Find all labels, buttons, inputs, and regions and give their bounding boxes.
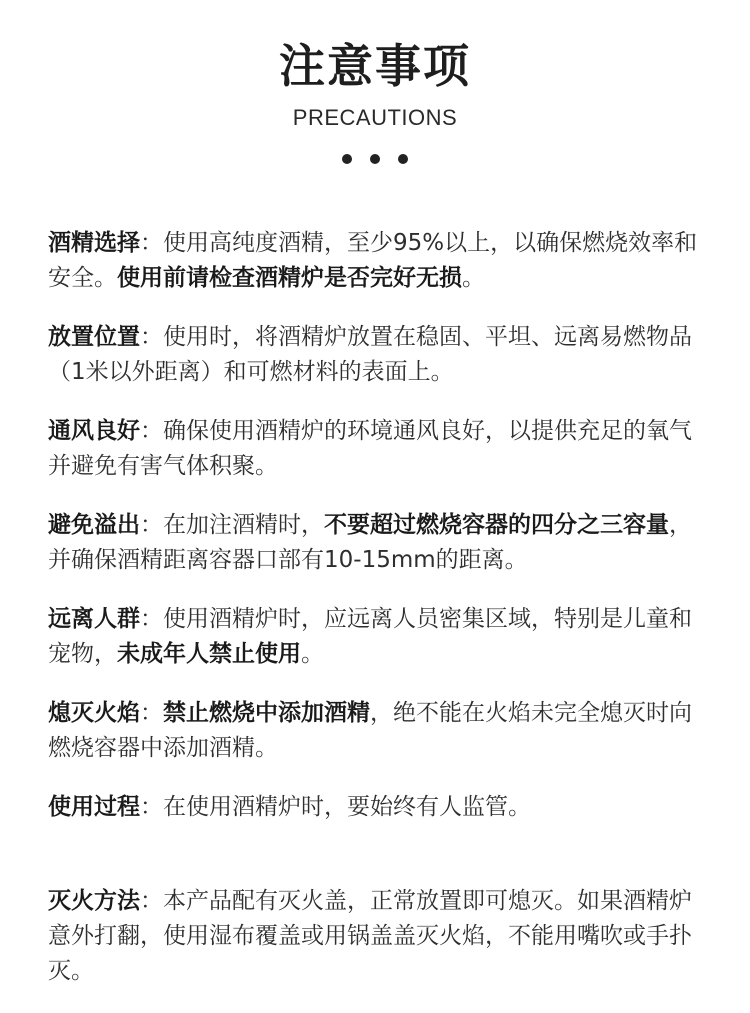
item-separator: ： bbox=[140, 324, 163, 350]
precaution-item-ventilation bbox=[48, 414, 708, 484]
item-emphasis: 使用前请检查酒精炉是否完好无损 bbox=[117, 265, 462, 291]
item-text: 在加注酒精时， bbox=[163, 512, 324, 538]
page-title: 注意事项 bbox=[279, 39, 471, 93]
item-emphasis: 禁止燃烧中添加酒精 bbox=[163, 700, 370, 726]
item-label: 熄灭火焰 bbox=[48, 700, 140, 726]
page-subtitle: PRECAUTIONS bbox=[292, 105, 458, 130]
precaution-item-supervision bbox=[48, 790, 708, 860]
decorative-dots bbox=[0, 154, 750, 164]
item-label: 通风良好 bbox=[48, 418, 140, 444]
precaution-item-placement bbox=[48, 320, 708, 390]
item-emphasis: 不要超过燃烧容器的四分之三容量 bbox=[324, 512, 669, 538]
item-separator: ： bbox=[140, 794, 163, 820]
precaution-item-fire-method bbox=[48, 884, 708, 989]
precautions-list bbox=[48, 226, 708, 1013]
item-text: 使用高纯度酒精，至少95%以上，以确保燃烧效率和安全。 bbox=[48, 230, 698, 291]
item-text: 在使用酒精炉时，要始终有人监管。 bbox=[163, 794, 531, 820]
item-emphasis: 未成年人禁止使用 bbox=[117, 641, 301, 667]
item-text-tail: ，绝不能在火焰未完全熄灭时向燃烧容器中添加酒精。 bbox=[48, 700, 692, 761]
item-separator: ： bbox=[140, 700, 163, 726]
precaution-item-extinguish bbox=[48, 696, 708, 766]
item-text: 使用酒精炉时，应远离人员密集区域，特别是儿童和宠物， bbox=[48, 606, 692, 667]
item-text-tail: 。 bbox=[462, 265, 485, 291]
item-text-tail: 。 bbox=[301, 641, 324, 667]
item-label: 远离人群 bbox=[48, 606, 140, 632]
precaution-item-alcohol-choice bbox=[48, 226, 708, 296]
item-text: 确保使用酒精炉的环境通风良好，以提供充足的氧气并避免有害气体积聚。 bbox=[48, 418, 692, 479]
item-label: 灭火方法 bbox=[48, 888, 140, 914]
precaution-item-overflow bbox=[48, 508, 708, 578]
item-text-tail: ，并确保酒精距离容器口部有10-15mm的距离。 bbox=[48, 512, 692, 573]
item-label: 使用过程 bbox=[48, 794, 140, 820]
item-separator: ： bbox=[140, 888, 163, 914]
item-label: 放置位置 bbox=[48, 324, 140, 350]
dot-icon bbox=[342, 154, 352, 164]
item-separator: ： bbox=[140, 512, 163, 538]
dot-icon bbox=[370, 154, 380, 164]
item-text: 本产品配有灭火盖，正常放置即可熄灭。如果酒精炉意外打翻，使用湿布覆盖或用锅盖盖灭火焰，不能用嘴吹或手扑灭。 bbox=[48, 888, 692, 984]
item-label: 避免溢出 bbox=[48, 512, 140, 538]
item-separator: ： bbox=[140, 606, 163, 632]
item-label: 酒精选择 bbox=[48, 230, 140, 256]
dot-icon bbox=[398, 154, 408, 164]
item-separator: ： bbox=[140, 230, 163, 256]
item-separator: ： bbox=[140, 418, 163, 444]
item-text: 使用时，将酒精炉放置在稳固、平坦、远离易燃物品（1米以外距离）和可燃材料的表面上。 bbox=[48, 324, 692, 385]
precaution-item-crowds bbox=[48, 602, 708, 672]
